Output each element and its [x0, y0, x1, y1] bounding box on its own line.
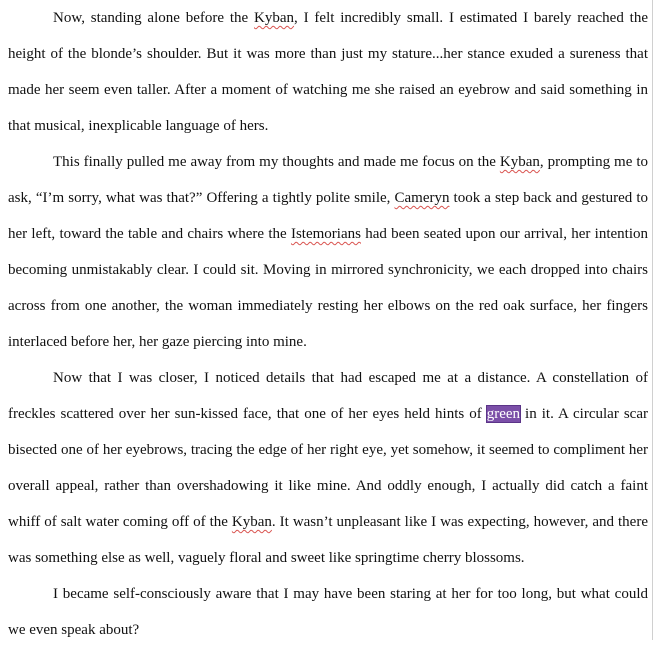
text-run: took a step back and gestured to her left, toward the table and chairs where the	[8, 190, 648, 242]
document-body[interactable]	[8, 0, 648, 648]
text-run: , I felt incredibly small. I estimated I barely reached the height of the blonde’s shoulder. But it was more than just my stature...her stance exuded a sureness that made her seem even taller. After a moment of watching me she raised an eyebrow and said something in that musical, inexplicable language of hers.	[8, 10, 648, 134]
paragraph-4	[8, 576, 648, 648]
misspelled-word[interactable]: Kyban	[499, 154, 540, 170]
text-run: This finally pulled me away from my thoughts and made me focus on the	[53, 154, 500, 170]
text-run: . It wasn’t unpleasant like I was expecting, however, and there was something else as well, vaguely floral and sweet like springtime cherry blossoms.	[8, 514, 648, 566]
misspelled-word[interactable]: Kyban	[231, 514, 272, 530]
misspelled-word[interactable]: Kyban	[254, 10, 295, 26]
text-run: Now that I was closer, I noticed details that had escaped me at a distance. A constellation of freckles scattered over her sun-kissed face, that one of her eyes held hints of	[8, 370, 648, 422]
paragraph-2	[8, 144, 648, 360]
selected-word[interactable]: green	[486, 406, 521, 422]
misspelled-word[interactable]: Cameryn	[394, 190, 450, 206]
misspelled-word[interactable]: Istemorians	[290, 226, 361, 242]
text-run: in it. A circular scar bisected one of her eyebrows, tracing the edge of her right eye, yet somehow, it seemed to compliment her overall appeal, rather than overshadowing it like mine. And oddly enough, I actually did catch a faint whiff of salt water coming off of the	[8, 406, 648, 530]
paragraph-3	[8, 360, 648, 576]
text-run: Now, standing alone before the	[53, 10, 255, 26]
text-run: had been seated upon our arrival, her intention becoming unmistakably clear. I could sit. Moving in mirrored synchronicity, we each dropped into chairs across from one another, the woman immediately resting her elbows on the red oak surface, her fingers interlaced before her, her gaze piercing into mine.	[8, 226, 648, 350]
paragraph-1	[8, 0, 648, 144]
text-run: I became self-consciously aware that I may have been staring at her for too long, but what could we even speak about?	[8, 586, 648, 638]
text-run: , prompting me to ask, “I’m sorry, what was that?” Offering a tightly polite smile,	[8, 154, 648, 206]
